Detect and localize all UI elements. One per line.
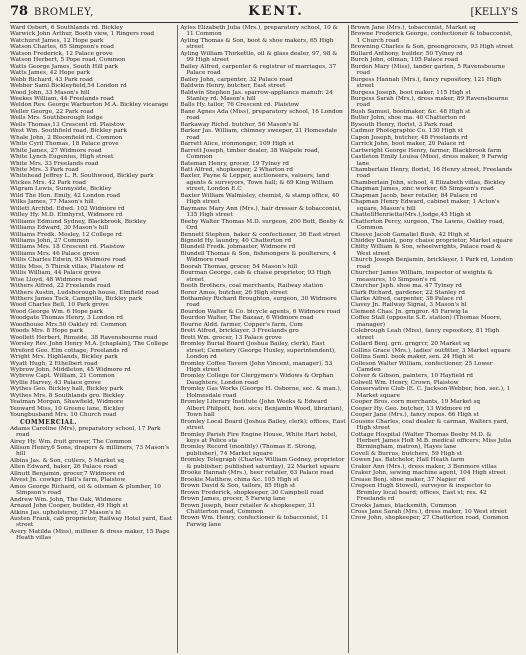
directory-entry: ChattellHenrietta(Mrs.),lodge,45 High st: [350, 212, 472, 219]
directory-entry: Wreford Geo. Elm cottage, Freelands rd: [10, 347, 128, 354]
directory-entry: Weekes William, 44 Freelands road: [10, 95, 114, 102]
directory-entry: Wild The Hon. Emily, 42 London road: [10, 192, 121, 199]
directory-entry: Willis Miss, 5 Thirsk villas, Plaistow rd: [10, 263, 124, 270]
directory-entry: Willis William, 44 Palace grove: [10, 270, 101, 277]
directory-entry: West Wm. Southfield road, Bickley park: [10, 128, 128, 135]
directory-entry: Wilks James, 77 Mason's hill: [10, 199, 94, 206]
running-head-county: KENT.: [248, 4, 304, 19]
directory-entry: Chamberlain John, school, 4 Elizabeth villas, Bickley: [350, 179, 506, 186]
directory-entry: Clavey Jn. Railway Signal, 3 Mason's hl: [350, 302, 467, 309]
directory-entry: Craker John, sewing machine agent, 104 High street: [350, 470, 506, 477]
directory-entry: Worsley Rev. John Henry M.A. [chaplain], The College: [10, 341, 169, 348]
directory-entry: Browning Charles & Son, greengrocers, 93 High street: [350, 44, 514, 51]
directory-entry: Clarke Alfred, carpenter, 38 Palace rd: [350, 296, 463, 303]
directory-entry: Bennett Stephen, baker & confectioner, 36 East street: [180, 231, 341, 238]
directory-entry: Yeoward Miss, 10 Greene lane, Bickley: [10, 405, 125, 412]
directory-entry: Watts James, 42 Hope park: [10, 70, 90, 77]
directory-entry: Bailey John, carpenter, 32 Palace road: [180, 76, 293, 83]
directory-entry: Williams Mrs. 18 Crescent rd. Plaistow: [10, 244, 125, 251]
directory-entry: Clement Chas. Jn. grngror. 45 Farwig la: [350, 308, 468, 315]
directory-entry: Bullard Anthony, builder, 50 Tylney rd: [350, 50, 463, 57]
column-2: [180, 25, 348, 653]
column-1: [10, 25, 178, 653]
directory-entry: Wigram Lewis, Sunnyside, Bickley: [10, 186, 112, 193]
directory-entry: Brown Jane (Mrs.), tobacconist, Market sq: [350, 25, 476, 31]
directory-entry: Wyatt Hugh, 2 Ethelbert road: [10, 360, 98, 367]
directory-entry: Bromley Coffee Tavern (John Vincent, manager), 53 High street: [180, 360, 333, 374]
directory-entry: Bromley Burial Board (Joshua Bailey, clerk), East street; Cemetery (George Huxley, superintendent), London rd: [180, 341, 336, 361]
directory-entry: Collins Grace (Mrs.), ladies' outfitter, 3 Market square: [350, 347, 511, 354]
directory-entry: Ayling Thomas & Son, boot & shoe makers, 65 High street: [180, 37, 334, 51]
directory-entry: Bysouth Henry, florist, 3 Park road: [350, 121, 453, 128]
directory-entry: Ayling William Thirkettle, oil & glass dealer, 97, 98 & 99 High street: [180, 50, 338, 64]
directory-entry: Chitty William & Son, wheelwrights, Palace road & West street: [350, 244, 502, 257]
directory-entry: Covell & Burrus, butchers, 59 High st: [350, 450, 463, 457]
directory-entry: Warwick John Arthur, Booth view, 1 Ringers road: [10, 31, 155, 38]
directory-entry: Willett Archbd. Edwd. 102 Widmore rd: [10, 205, 125, 212]
directory-entry: Baxter, Payne & Lepper, auctioneers, valuers, land agents & surveyors, Town hall; & 69 King William street, London E.C: [180, 173, 334, 193]
directory-entry: Colleson Walter William, confectioner, 25 Lower Camden: [350, 360, 493, 374]
directory-entry: Bateman Henry, grocer, 19 Tylney rd: [180, 160, 289, 167]
directory-entry: Wythes Geo. Bickley hall, Bickley park: [10, 386, 124, 393]
directory-entry: Wybrow Capt. William, 21 Common: [10, 373, 115, 380]
directory-entry: Austen Frank, cab proprietor, Railway Hotel yard, East street: [10, 515, 173, 529]
directory-entry: Atkins Jas. upholsterer, 37 Mason's hl: [10, 509, 121, 516]
page-header: [10, 4, 518, 23]
directory-entry: Conservative Club (E. C. Jackson-Webber, hon. sec.), 1 Market square: [350, 386, 511, 399]
directory-entry: Allison Henry,6 Sons, drapers & milliners, 73 Mason's hill: [10, 445, 170, 458]
directory-entry: Clark Richard, gardener, 22 Stanley rd: [350, 289, 466, 296]
directory-entry: Cartwright George Henry, farmer, Blackbrook farm: [350, 147, 502, 154]
section-heading: COMMERCIAL.: [20, 418, 77, 426]
directory-entry: Williams Edmund Sydney, Blackbrook, Bickley: [10, 218, 147, 225]
directory-entry: Airey Hy. Wm. fruit grower, The Common: [10, 438, 132, 445]
directory-entry: Williams Mrs. 46 Palace grove: [10, 250, 100, 257]
directory-entry: Withers Austin, Ludsborough house, Elmfield road: [10, 289, 159, 296]
directory-entry: Wright Mrs. Highlands, Bickley park: [10, 354, 118, 361]
directory-entry: White James, 27 Widmore road: [10, 147, 102, 154]
directory-entry: Bromley Telegraph (Charles William Gedney, proprietor & publisher; published saturday), 22 Market square: [180, 457, 345, 470]
directory-entry: Batt Alfred, shopkeeper, 2 Wharton rd: [180, 166, 293, 173]
directory-entry: Arnaud John Cooper, builder, 49 High st: [10, 503, 128, 510]
directory-entry: Watson Frederick, 12 Palace grove: [10, 50, 113, 57]
directory-entry: Brown Joseph, beer retailer & shopkeeper, 31 Chatterton road, Common: [180, 502, 316, 515]
directory-entry: Bromley College for Clergymen's Widows & Orphan Daughters, London road: [180, 373, 334, 386]
directory-entry: Burden Mary (Miss), lander garten, 5 Ravensbourne road: [350, 63, 506, 77]
directory-entry: Wybrow John, Middleton, 45 Widmore rd: [10, 367, 131, 374]
directory-entry: Wood George Wm. 6 Hope park: [10, 308, 104, 315]
directory-entry: Burgess Hannah (Mrs.), fancy repository, 121 High street: [350, 76, 502, 90]
directory-entry: Bromley Literary Institute (John Weeks & Edward Albert Philpott, hon. secs; Benjamin Wood, librarian), Town hall: [180, 399, 344, 419]
directory-entry: Coffee Stall (opposite S.E. station) (Thomas Moore, manager): [350, 315, 502, 328]
directory-entry: Allen Edward, baker, 26 Palace road: [10, 464, 117, 471]
directory-entry: Woodgate Thomas Henry, 3 London rd: [10, 315, 123, 322]
directory-entry: Crease Benj. shoe maker, 37 Napier rd: [350, 476, 465, 483]
directory-entry: Crooks James, blacksmith, Common: [350, 502, 457, 509]
directory-entry: Cadmor Photographic Co. 130 High st: [350, 128, 464, 135]
directory-entry: Avery Matilda (Miss), milliner & dress maker, 15 Page Heath villas: [10, 528, 170, 542]
directory-entry: Barrett Alice, ironmonger, 109 High st: [180, 141, 294, 148]
directory-entry: Brown James, grocer, 5 Farwig lane: [180, 496, 286, 503]
directory-entry: Wood John, 33 Mason's hill: [10, 89, 90, 96]
directory-entry: Allnutt Benjamin, grocer,7 Widmore rd: [10, 470, 125, 477]
directory-entry: Weller George, 22 Park road: [10, 108, 94, 115]
page-number: 78: [10, 4, 29, 19]
directory-entry: Burgess Joseph, boot maker, 115 High st: [350, 89, 471, 96]
directory-entry: Brown Wm. Henry, confectioner & tobacconist, 11 Farwig lane: [180, 515, 329, 528]
directory-entry: Church Joseph Benjamin, bricklayer, 1 Park rd, London road: [350, 257, 513, 270]
directory-entry: Carrick John, boot maker, 20 Palace rd: [350, 141, 465, 148]
directory-entry: Boorah Thomas, grocer, 54 Mason's hill: [180, 263, 298, 270]
directory-entry: Wood Charles Bell, 10 Park grove: [10, 302, 109, 309]
directory-entry: Albins Jas. & Son, cutlers, 5 Market sq: [10, 457, 124, 464]
directory-entry: Bromley Record (monthly) (Thomas E. Strong, publisher), 74 Market square: [180, 444, 317, 457]
directory-entry: Wyllie Harvey, 43 Palace grove: [10, 379, 101, 386]
directory-entry: Cousins Charles, coal dealer & carman, Walters yard, High street: [350, 418, 509, 432]
directory-entry: Cross Jane Sarah (Mrs.), dress maker, 10 West street: [350, 508, 507, 515]
directory-entry: Ayles Elizabeth Julia (Mrs.), preparatory school, 10 & 11 Common: [180, 25, 338, 38]
directory-entry: Bourdon Walter & Co. bicycle agents, 6 Widmore road: [180, 308, 341, 315]
directory-entry: Churcher James William, inspector of weights & measures, 10 Simpson's rd: [350, 270, 493, 283]
directory-entry: White Cyril Thomas, 18 Palace grove: [10, 141, 119, 148]
running-head-place: BROMLEY,: [34, 7, 94, 18]
directory-entry: Bromley Gas Works (George H. Osborne, sec. & man.), Holmesdale road: [180, 386, 342, 399]
directory-entry: Webb Richard, 43 Park road: [10, 76, 93, 83]
directory-entry: Collard Benj. grn. grngrcr, 20 Market sq: [350, 341, 470, 348]
directory-entry: Chapman James, zinc worker, 65 Simpson's road: [350, 186, 494, 193]
directory-entry: Borer Amos, butcher, 26 High street: [180, 289, 288, 296]
directory-entry: Willey Hy. M.D. Elmhyrst, Widmore rd: [10, 212, 123, 219]
directory-entry: Williams John, 27 Common: [10, 237, 90, 244]
directory-entry: Cooper Hy. Geo. butcher, 13 Widmore rd: [350, 405, 471, 412]
directory-entry: Bourdon Walter, The Bazaar, 6 Widmore road: [180, 315, 314, 322]
directory-entry: Watson Charles, 65 Simpson's road: [10, 44, 114, 51]
directory-entry: White Mrs. 33 Freelands road: [10, 160, 99, 167]
directory-entry: Bothamley Richard Broughton, surgeon, 30 Widmore road: [180, 296, 337, 309]
directory-entry: Craker Ann (Mrs.), dress maker, 3 Benmore villas: [350, 463, 497, 470]
directory-entry: Andrew Wm. John, The Oak, Widmore: [10, 496, 122, 503]
directory-entry: Ward Osbert, 6 Southlands rd. Bickley: [10, 25, 123, 31]
directory-entry: Whale John, 2 Bloomfield rd. Common: [10, 134, 123, 141]
directory-entry: Chapman Jacob, beer retailer, 84 Palace rd: [350, 192, 478, 199]
column-3: [351, 25, 518, 653]
directory-entry: Webber Saml.Bickleyfield,54 London rd: [10, 83, 127, 90]
directory-entry: Cooper Bros. corn merchants, 19 Market sq: [350, 399, 481, 406]
directory-entry: Brett Alfred, bricklayer, 3 Freelands gro: [180, 328, 299, 335]
directory-entry: Cooper Jane (Mrs.), fancy repos. 66 High st: [350, 412, 479, 419]
directory-entry: Wells Thomas,13 Crescent rd. Plaistow: [10, 121, 125, 128]
directory-entry: Brookie Matthew, china &c. 105 High st: [180, 476, 299, 483]
directory-entry: Bourne Aldd. farmer, Copper's farm, Com: [180, 321, 303, 328]
directory-entry: Amos George Richard, oil & oilsman & plumber, 10 Simpson's road: [10, 483, 161, 497]
directory-entry: Beeby Walter Thomas M.D. surgeon, 200 Bott, Beeby & Ord: [180, 218, 344, 232]
directory-entry: Willis Charles Edwin, 93 Widmore road: [10, 257, 126, 264]
directory-entry: Weldon Rev. George Warburton M.A. Bickley vicarage: [10, 102, 169, 109]
directory-entry: Wise Lloyd, 48 Widmore road: [10, 276, 97, 283]
directory-entry: Wickes Mrs. 42 Park road: [10, 179, 86, 186]
directory-entry: Colwell Wm. Henry, Crown, Plaistow: [350, 379, 459, 386]
directory-entry: Cowen Jas. Batchelor, Hall Heath farm: [350, 457, 465, 464]
directory-entry: Cheeve Jacob Gamaliel Bush, 42 High st: [350, 231, 470, 238]
directory-entry: Colebrough Leah (Miss), fancy repository, 81 High street: [350, 328, 500, 341]
directory-entry: Butler John, shoe ma. 40 Chatterton rd: [350, 115, 466, 122]
directory-entry: Bourman George, cab & chaise proprietor, 93 High street: [180, 270, 332, 283]
directory-entry: Watts George James, South Hill park: [10, 63, 119, 70]
directory-entry: Brett Wm. grocer, 13 Palace grove: [180, 334, 282, 341]
directory-entry: Withers James Tuck, Campville, Bickley park: [10, 296, 143, 303]
directory-entry: Burgess Sarah (Mrs.), dress maker, 89 Ravensbourne road: [350, 95, 509, 109]
directory-entry: Burch John, oilman, 105 Palace road: [350, 57, 459, 64]
directory-entry: Barker Jas. William, chimney sweeper, 21 Homesdale road: [180, 128, 338, 141]
directory-entry: Baymans Mary Ann (Mrs.), hair dresser & tobacconist, 135 High street: [180, 205, 342, 219]
running-head-directory: [KELLY'S: [470, 7, 518, 18]
directory-entry: Adams Caroline (Mrs), preparatory school, 17 Park road: [10, 425, 161, 439]
directory-entry: Cregeen Hugh Stowell, surveyor & inspector to Bromley local board; offices, East st; res. 42 Freelands rd: [350, 483, 491, 503]
directory-entry: Capon Joseph, butcher, 48 Freelands rd: [350, 134, 468, 141]
directory-entry: Baldwin Henry, butcher, East street: [180, 83, 286, 90]
directory-entry: Bignold Hy. laundry, 40 Chatterton rd: [180, 237, 292, 244]
directory-entry: Chatterton Percy, surgeon, The Lawns, Oakley road, Common: [350, 218, 505, 232]
directory-entry: Booth Brothers, coal merchants, Railway station: [180, 283, 324, 290]
directory-entry: Baldwin Stephen Jas. sparrow-appliance manufr. 24 Stanley rd. Mason's hill: [180, 89, 333, 102]
directory-entry: Bush Samuel, bootmaker, &c. 48 High st: [350, 108, 471, 115]
directory-entry: Bromley Parish Fire Engine House, White Hart hotel, keys at Police sta: [180, 431, 338, 444]
directory-entry: Brown Frederick, shopkeeper, 30 Campbell road: [180, 489, 324, 496]
directory-entry: Chamberlain Henry, florist, 16 Henry street, Freelands road: [350, 166, 513, 180]
directory-entry: Bailey Alfred, carpenter & registrar of marriages, 37 Palace road: [180, 63, 337, 77]
directory-entry: Whitehead Jeffrey L. R. Southwood, Bickley park: [10, 173, 154, 180]
directory-entry: Youngbusband Mrs. 10 Church road: [10, 412, 117, 419]
directory-entry: Barkaway Richd. butcher, 56 Mason's hl: [180, 121, 299, 128]
directory-entry: Wythes Mrs. 8 Southlands gro. Bickley: [10, 392, 125, 399]
directory-entry: Browne Frederick George, confectioner & tobacconist, 1 Church road: [350, 31, 513, 44]
directory-entry: Cottage Hospital (Walter Thomas Beeby M.D. & Herbert James Holt M.B. medical officers; Miss Julia Birmingham, matron), Hayes lane: [350, 431, 512, 451]
directory-entry: Watchurst James, 12 Hope park: [10, 37, 104, 44]
directory-entry: Wells Mrs. Southborough lodge: [10, 115, 103, 122]
directory-entry: Chiddey Daniel, pony chaise proprietor, Market square: [350, 237, 513, 244]
directory-entry: Collins Saml. book maker, sen. 24 High st: [350, 354, 474, 361]
directory-entry: Bane Agnes Ada (Miss), preparatory school, 16 London road: [180, 108, 343, 122]
directory-entry: Churcher Jsph. shoe ma. 47 Tylney rd: [350, 283, 462, 290]
directory-entry: White Mrs. 3 Park road: [10, 166, 79, 173]
directory-entry: Balls Hy. tailor, 76 Crescent rd. Plaistow: [180, 102, 300, 109]
directory-entry: Woods Mrs. 8 Hope park: [10, 328, 83, 335]
directory-entry: Woollett Herbert, Rimside, 38 Ravensbourne road: [10, 334, 158, 341]
directory-entry: Brown David & Son, tailors, 85 High st: [180, 483, 296, 490]
directory-entry: Williams Edward, 30 Mason's hill: [10, 225, 109, 232]
directory-entry: Chapman Henry Edward, cabinet maker, 1 Acton's square, Mason's hill: [350, 199, 500, 212]
directory-entry: Blundell Fredk. jobmaster, Widmore rd: [180, 244, 296, 251]
directory-entry: Bromley Local Board (Joshua Bailey, clerk); offices, East street: [180, 418, 346, 432]
directory-entry: Barrett Joseph, timber dealer, 38 Walpole road, Common: [180, 147, 320, 161]
directory-entry: Withers Alfred, 22 Freelands road: [10, 283, 111, 290]
directory-entry: Watson Herbert, 5 Pope road, Common: [10, 57, 126, 64]
directory-entry: Castleton Emily Louisa (Miss), dress maker, 9 Farwig lane: [350, 154, 508, 167]
directory-entry: Crow John, shopkeeper, 27 Chatterton road, Common: [350, 515, 509, 522]
directory-entry: Colver & Gibson, painters, 10 Hayfield rd: [350, 373, 473, 380]
directory-entry: Woodhouse Mrs.50 Oakley rd. Common: [10, 321, 127, 328]
directory-entry: Alvest Jn. cowkpr. Hall's farm, Plaistow: [10, 477, 126, 484]
directory-entry: Blundell Thomas & Son, fishmongers & poulterers, 4 Widmore road: [180, 250, 337, 264]
directory-entry: White Lynch Eugenius, High street: [10, 154, 114, 161]
directory-entry: Williams Fredk. Mosley, 12 College rd: [10, 231, 122, 238]
directory-entry: Baxter William Walmisley, chemist, & stamp office, 40 High street: [180, 192, 340, 206]
directory-entry: Brooke Hannah (Mrs.), beer retailer, 63 Palace road: [180, 470, 334, 477]
directory-entry: Yeatman Morgan, Shawfield, Widmore: [10, 399, 124, 406]
columns: [10, 25, 518, 653]
